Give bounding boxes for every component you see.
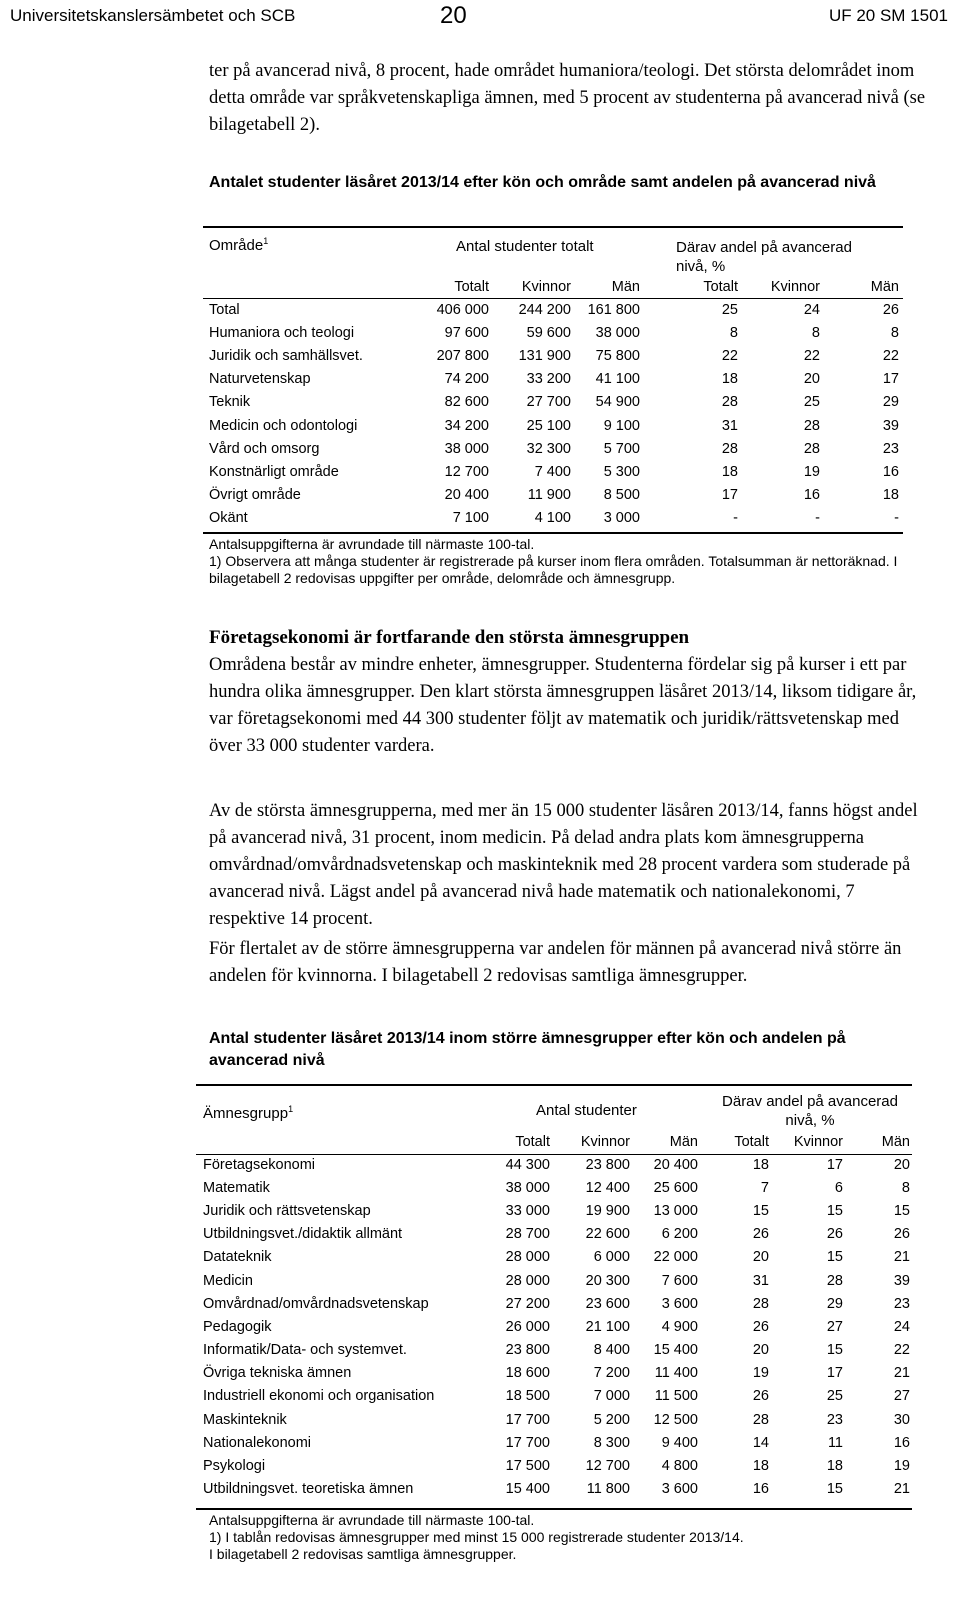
table-row: [209, 460, 899, 483]
row-value: 8 400: [593, 1342, 630, 1359]
row-value: 7 600: [661, 1272, 698, 1289]
row-value: 13 000: [653, 1202, 698, 1219]
row-value: 17 700: [505, 1434, 550, 1451]
row-label: Matematik: [203, 1179, 270, 1196]
table-row: [203, 1408, 910, 1431]
row-value: -: [894, 510, 899, 527]
table2-top-rule: [196, 1084, 912, 1086]
row-value: 21: [893, 1365, 910, 1382]
row-value: 23: [826, 1411, 843, 1428]
row-label: Pedagogik: [203, 1318, 272, 1335]
table1-sub-women: Kvinnor: [521, 279, 571, 295]
table-row: [209, 391, 899, 414]
table1-group1-header: Antal studenter totalt: [456, 238, 594, 255]
row-value: 18: [721, 371, 738, 388]
table2-group2-header: Därav andel på avancerad nivå, %: [722, 1093, 898, 1129]
row-value: 33 000: [505, 1202, 550, 1219]
row-label: Humaniora och teologi: [209, 324, 355, 341]
paragraph-3: För flertalet av de större ämnesgrupperna var andelen för männen på avancerad nivå större än andelen för kvinnorna. I bilagetabell 2 redovisas samtliga ämnesgrupper.: [209, 939, 902, 986]
row-value: 15: [826, 1342, 843, 1359]
row-value: 24: [893, 1318, 910, 1335]
row-value: -: [815, 510, 820, 527]
intro-paragraph: ter på avancerad nivå, 8 procent, hade området humaniora/teologi. Det största delområdet inom detta område var språkvetenskapliga ämnen, med 5 procent av studenterna på avancerad nivå (se bilagetabell 2).: [209, 61, 926, 135]
row-label: Medicin: [203, 1272, 253, 1289]
row-value: 16: [882, 463, 899, 480]
row-value: 12 400: [585, 1179, 630, 1196]
row-value: 5 700: [603, 440, 640, 457]
row-value: 25: [803, 394, 820, 411]
table2-note-rounding: Antalsuppgifterna är avrundade till närmaste 100-tal.: [209, 1512, 535, 1528]
row-value: 20 400: [444, 487, 489, 504]
table2-notes: [209, 1512, 934, 1563]
row-value: 17 500: [505, 1458, 550, 1475]
row-value: 14: [752, 1434, 769, 1451]
row-label: Juridik och samhällsvet.: [209, 347, 363, 364]
row-label: Företagsekonomi: [203, 1156, 316, 1173]
row-label: Konstnärligt område: [209, 463, 339, 480]
table-row: [209, 484, 899, 507]
table1-note-rounding: Antalsuppgifterna är avrundade till närmaste 100-tal.: [209, 536, 535, 552]
row-value: 28 700: [505, 1226, 550, 1243]
row-value: 11: [827, 1434, 843, 1451]
table-row: [203, 1431, 910, 1454]
row-value: 74 200: [444, 371, 489, 388]
row-value: 33 200: [526, 371, 571, 388]
row-value: 20: [752, 1249, 769, 1266]
table2-sub-share-total: Totalt: [734, 1134, 769, 1150]
row-value: 11 500: [654, 1388, 698, 1405]
table2-footnote-mark: 1: [288, 1104, 294, 1114]
table1-sub-share-men: Män: [870, 279, 899, 295]
row-value: 207 800: [436, 347, 489, 364]
table-row: [203, 1176, 910, 1199]
row-value: 11 800: [586, 1481, 630, 1498]
row-value: 12 700: [585, 1458, 630, 1475]
row-value: 26: [752, 1318, 769, 1335]
row-value: 38 000: [595, 324, 640, 341]
table2-group-header: Ämnesgrupp: [203, 1105, 289, 1122]
row-value: 5 300: [603, 463, 640, 480]
row-value: 8 300: [593, 1434, 630, 1451]
row-value: 82 600: [444, 394, 489, 411]
table2-sub-women: Kvinnor: [580, 1134, 630, 1150]
row-value: 39: [882, 417, 899, 434]
table1-footnote-mark: 1: [263, 236, 269, 246]
table-row: [203, 1269, 910, 1292]
row-value: 244 200: [518, 301, 571, 318]
table1-sub-share-total: Totalt: [703, 279, 738, 295]
row-value: 20 400: [653, 1156, 698, 1173]
row-value: 5 200: [593, 1411, 630, 1428]
row-value: 8: [890, 324, 899, 341]
row-value: 31: [721, 417, 738, 434]
table1-notes: [209, 536, 934, 587]
row-value: 4 800: [661, 1458, 698, 1475]
row-value: 17 700: [505, 1411, 550, 1428]
row-value: 9 100: [603, 417, 640, 434]
table-row: [209, 507, 899, 530]
row-value: 26: [882, 301, 899, 318]
row-value: 6: [834, 1179, 843, 1196]
row-label: Utbildningsvet. teoretiska ämnen: [203, 1481, 414, 1498]
table-row: [209, 344, 899, 367]
row-value: 20 300: [585, 1272, 630, 1289]
table-row: [203, 1385, 910, 1408]
row-value: 32 300: [526, 440, 571, 457]
row-value: 19: [752, 1365, 769, 1382]
row-label: Total: [209, 301, 240, 318]
row-value: 18: [721, 463, 738, 480]
row-value: 26: [826, 1226, 843, 1243]
row-value: 28 000: [505, 1272, 550, 1289]
table-row: [203, 1199, 910, 1222]
table2-sub-share-women: Kvinnor: [793, 1134, 843, 1150]
row-value: 23 800: [505, 1342, 550, 1359]
table-row: [203, 1478, 910, 1501]
row-value: 18: [752, 1458, 769, 1475]
row-value: -: [733, 510, 738, 527]
row-value: 19 900: [585, 1202, 630, 1219]
table2: [203, 1131, 910, 1501]
row-value: 75 800: [595, 347, 640, 364]
row-value: 7 200: [593, 1365, 630, 1382]
table2-header: [203, 1104, 293, 1123]
row-value: 29: [826, 1295, 843, 1312]
table-row: [203, 1246, 910, 1269]
row-label: Industriell ekonomi och organisation: [203, 1388, 435, 1405]
row-value: 23 800: [585, 1156, 630, 1173]
row-value: 3 600: [661, 1481, 698, 1498]
table-row: [209, 414, 899, 437]
table-row: [209, 321, 899, 344]
row-value: 161 800: [587, 301, 640, 318]
row-value: 97 600: [444, 324, 489, 341]
table1-subheader-row: [209, 276, 899, 298]
row-value: 15 400: [653, 1342, 698, 1359]
table2-note-2: I bilagetabell 2 redovisas samtliga ämnesgrupper.: [209, 1546, 517, 1562]
table1-note-1: 1) Observera att många studenter är registrerade på kurser inom flera områden. Totalsumman är nettoräknad. I bilagetabell 2 redovisas uppgifter per område, delområde och ämnesgrupp.: [209, 553, 898, 586]
row-value: 28: [803, 440, 820, 457]
paragraph-2: Av de största ämnesgrupperna, med mer än 15 000 studenter läsåren 2013/14, fanns högst andel på avancerad nivå, 31 procent, inom medicin. På delad andra plats kom ämnesgrupperna omvårdnad/omvårdnadsvetenskap och maskinteknik med 28 procent vardera som studerade på avancerad nivå. Lägst andel på avancerad nivå hade matematik och nationalekonomi, 7 respektive 14 procent.: [209, 801, 918, 929]
row-value: 4 900: [661, 1318, 698, 1335]
row-value: 38 000: [505, 1179, 550, 1196]
row-value: 22 000: [653, 1249, 698, 1266]
row-value: 7 000: [593, 1388, 630, 1405]
paragraph-1: Områdena består av mindre enheter, ämnesgrupper. Studenterna fördelar sig på kurser i ett par hundra olika ämnesgrupper. Den klart största ämnesgruppen läsåret 2013/14, liksom tidigare år, var företagsekonomi med 44 300 studenter följt av matematik och juridik/rättsvetenskap med över 33 000 studenter vardera.: [209, 655, 917, 756]
row-value: 8: [729, 324, 738, 341]
row-value: 31: [752, 1272, 769, 1289]
row-value: 34 200: [444, 417, 489, 434]
row-value: 44 300: [505, 1156, 550, 1173]
row-value: 20: [893, 1156, 910, 1173]
row-value: 25: [826, 1388, 843, 1405]
row-value: 26 000: [505, 1318, 550, 1335]
page-number: 20: [440, 2, 467, 29]
row-value: 26: [752, 1226, 769, 1243]
row-label: Övrigt område: [209, 487, 301, 504]
row-value: 28: [752, 1295, 769, 1312]
row-value: 28: [721, 394, 738, 411]
row-value: 22 600: [585, 1226, 630, 1243]
table-row: [203, 1315, 910, 1338]
row-value: 17: [826, 1365, 843, 1382]
table1-area-header: Område: [209, 237, 264, 254]
row-value: 15: [893, 1202, 910, 1219]
row-value: 15: [826, 1202, 843, 1219]
row-value: 54 900: [595, 394, 640, 411]
row-value: 8: [901, 1179, 910, 1196]
row-value: 21 100: [585, 1318, 630, 1335]
row-value: 18 600: [505, 1365, 550, 1382]
table1-sub-men: Män: [611, 279, 640, 295]
row-value: 15 400: [505, 1481, 550, 1498]
row-label: Övriga tekniska ämnen: [203, 1365, 352, 1382]
section-heading: Företagsekonomi är fortfarande den största ämnesgruppen: [209, 627, 690, 648]
row-value: 28: [826, 1272, 843, 1289]
row-value: 28: [752, 1411, 769, 1428]
row-value: 22: [721, 347, 738, 364]
row-value: 22: [882, 347, 899, 364]
table1-caption: Antalet studenter läsåret 2013/14 efter kön och område samt andelen på avancerad nivå: [209, 174, 876, 191]
row-value: 25 600: [653, 1179, 698, 1196]
row-value: 23: [893, 1295, 910, 1312]
row-value: 3 600: [661, 1295, 698, 1312]
row-value: 7: [760, 1179, 769, 1196]
row-value: 27 700: [526, 394, 571, 411]
row-value: 30: [893, 1411, 910, 1428]
row-value: 39: [893, 1272, 910, 1289]
row-value: 41 100: [595, 371, 640, 388]
row-value: 17: [721, 487, 738, 504]
row-label: Juridik och rättsvetenskap: [203, 1202, 371, 1219]
row-value: 22: [803, 347, 820, 364]
table-row: [209, 437, 899, 460]
row-value: 27: [893, 1388, 910, 1405]
table1-group2-header: Därav andel på avancerad nivå, %: [676, 239, 852, 275]
row-label: Datateknik: [203, 1249, 272, 1266]
row-value: 26: [893, 1226, 910, 1243]
row-label: Informatik/Data- och systemvet.: [203, 1342, 407, 1359]
row-value: 22: [893, 1342, 910, 1359]
row-value: 26: [752, 1388, 769, 1405]
row-value: 15: [826, 1249, 843, 1266]
row-value: 38 000: [444, 440, 489, 457]
table-row: [203, 1339, 910, 1362]
table2-note-1: 1) I tablån redovisas ämnesgrupper med minst 15 000 registrerade studenter 2013/14.: [209, 1529, 744, 1545]
row-label: Maskinteknik: [203, 1411, 287, 1428]
table-row: [203, 1292, 910, 1315]
row-value: 29: [882, 394, 899, 411]
row-value: 20: [803, 371, 820, 388]
row-label: Psykologi: [203, 1458, 266, 1475]
row-value: 8 500: [603, 487, 640, 504]
table1-header: [209, 236, 268, 255]
row-value: 16: [893, 1434, 910, 1451]
row-value: 15: [826, 1481, 843, 1498]
row-value: 27 200: [505, 1295, 550, 1312]
row-value: 18: [826, 1458, 843, 1475]
row-value: 15: [752, 1202, 769, 1219]
row-label: Naturvetenskap: [209, 371, 311, 388]
row-label: Vård och omsorg: [209, 440, 320, 457]
row-value: 19: [893, 1458, 910, 1475]
row-value: 17: [882, 371, 899, 388]
row-value: 16: [752, 1481, 769, 1498]
row-value: 25 100: [526, 417, 571, 434]
publisher-name: Universitetskanslersämbetet och SCB: [10, 6, 296, 25]
row-value: 18 500: [505, 1388, 550, 1405]
row-label: Utbildningsvet./didaktik allmänt: [203, 1226, 403, 1243]
table1-bottom-rule: [203, 532, 903, 534]
row-value: 8: [811, 324, 820, 341]
row-value: 21: [893, 1481, 910, 1498]
row-value: 59 600: [526, 324, 571, 341]
table2-sub-total: Totalt: [515, 1134, 550, 1150]
row-value: 28: [721, 440, 738, 457]
row-value: 27: [826, 1318, 843, 1335]
row-value: 131 900: [518, 347, 571, 364]
row-value: 19: [803, 463, 820, 480]
row-value: 406 000: [436, 301, 489, 318]
row-value: 12 700: [444, 463, 489, 480]
row-label: Medicin och odontologi: [209, 417, 358, 434]
row-value: 28 000: [505, 1249, 550, 1266]
table-row: [209, 298, 899, 321]
row-value: 3 000: [603, 510, 640, 527]
row-value: 21: [893, 1249, 910, 1266]
row-value: 6 200: [661, 1226, 698, 1243]
row-value: 7 400: [534, 463, 571, 480]
row-label: Teknik: [209, 394, 251, 411]
row-label: Omvårdnad/omvårdnadsvetenskap: [203, 1295, 429, 1312]
row-label: Nationalekonomi: [203, 1434, 312, 1451]
table1-sub-share-women: Kvinnor: [770, 279, 820, 295]
row-value: 23 600: [585, 1295, 630, 1312]
table-row: [209, 368, 899, 391]
report-id: UF 20 SM 1501: [828, 6, 948, 25]
row-value: 28: [803, 417, 820, 434]
table2-caption: Antal studenter läsåret 2013/14 inom större ämnesgrupper efter kön och andelen på avancerad nivå: [209, 1030, 846, 1069]
table1-sub-total: Totalt: [454, 279, 489, 295]
table-row: [203, 1454, 910, 1477]
row-value: 16: [803, 487, 820, 504]
row-value: 11 400: [654, 1365, 698, 1382]
table2-subheader-row: [203, 1131, 910, 1153]
table-row: [203, 1362, 910, 1385]
row-label: Okänt: [209, 510, 248, 527]
table-row: [203, 1223, 910, 1246]
row-value: 18: [882, 487, 899, 504]
table1: [209, 276, 899, 530]
row-value: 25: [721, 301, 738, 318]
row-value: 11 900: [527, 487, 571, 504]
table2-sub-share-men: Män: [881, 1134, 910, 1150]
row-value: 20: [752, 1342, 769, 1359]
page-header: [0, 0, 960, 40]
row-value: 17: [826, 1156, 843, 1173]
table2-bottom-rule: [196, 1508, 912, 1510]
row-value: 9 400: [661, 1434, 698, 1451]
row-value: 4 100: [534, 510, 571, 527]
table2-sub-men: Män: [669, 1134, 698, 1150]
table2-group1-header: Antal studenter: [536, 1102, 637, 1119]
table-row: [203, 1153, 910, 1176]
row-value: 24: [803, 301, 820, 318]
row-value: 23: [882, 440, 899, 457]
table1-top-rule: [203, 226, 903, 228]
row-value: 7 100: [452, 510, 489, 527]
row-value: 12 500: [653, 1411, 698, 1428]
row-value: 6 000: [593, 1249, 630, 1266]
row-value: 18: [752, 1156, 769, 1173]
